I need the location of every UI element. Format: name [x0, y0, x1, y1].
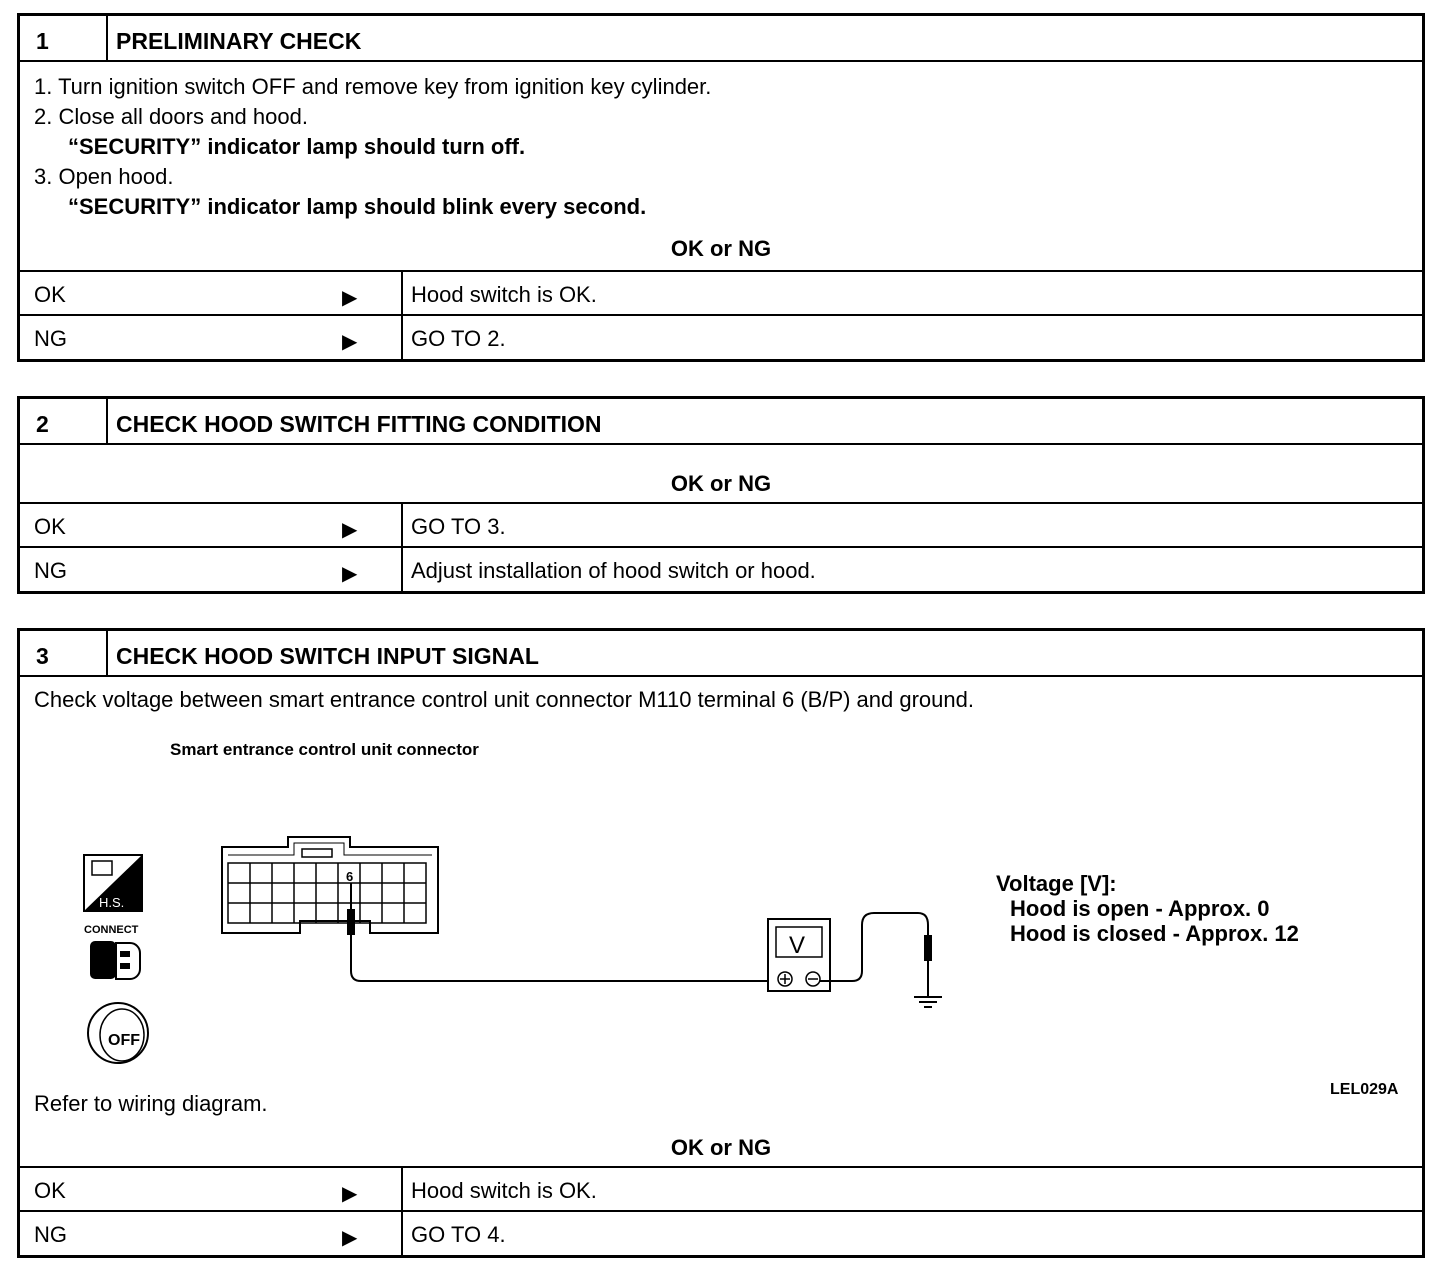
connector-diagram [20, 715, 1422, 1098]
arrow-right-icon: ▶ [342, 563, 358, 585]
step1-box [17, 13, 1425, 362]
arrow-right-icon: ▶ [342, 1227, 358, 1249]
step-number: 2 [20, 399, 108, 443]
step3-box [17, 628, 1425, 1258]
ok-label: OK [34, 282, 66, 307]
ng-label: NG [34, 1222, 67, 1247]
instruction-line: 3. Open hood. [34, 164, 174, 189]
terminal-number: 6 [346, 869, 354, 884]
step3-instructions [20, 677, 1422, 1168]
instruction-line: 1. Turn ignition switch OFF and remove key from ignition key cylinder. [34, 74, 712, 99]
ng-row [20, 316, 1422, 360]
step-title: CHECK HOOD SWITCH INPUT SIGNAL [116, 643, 539, 669]
voltage-closed: Hood is closed - Approx. 12 [1010, 921, 1299, 946]
ng-result: Adjust installation of hood switch or hood. [411, 558, 816, 583]
meter-label: V [789, 932, 806, 959]
step2-box [17, 396, 1425, 594]
off-label: OFF [108, 1032, 140, 1049]
ok-or-ng-label: OK or NG [670, 236, 772, 261]
ok-result: Hood switch is OK. [411, 1178, 597, 1203]
ok-result: GO TO 3. [411, 514, 506, 539]
refer-note: Refer to wiring diagram. [34, 1091, 268, 1116]
ground-icon [820, 913, 942, 1007]
ng-row [20, 1212, 1422, 1256]
ok-or-ng-label: OK or NG [670, 1135, 772, 1160]
step1-header [20, 16, 1422, 62]
step2-instructions [20, 445, 1422, 504]
connector-icon [90, 941, 140, 979]
step-title: CHECK HOOD SWITCH FITTING CONDITION [116, 411, 602, 437]
instruction-line: 2. Close all doors and hood. [34, 104, 308, 129]
arrow-right-icon: ▶ [342, 331, 358, 353]
arrow-right-icon: ▶ [342, 287, 358, 309]
voltage-title: Voltage [V]: [996, 871, 1117, 896]
ng-label: NG [34, 326, 67, 351]
figure-code: LEL029A [1330, 1081, 1399, 1098]
ok-row [20, 272, 1422, 316]
voltage-open: Hood is open - Approx. 0 [1010, 896, 1270, 921]
hs-label: H.S. [99, 895, 125, 910]
step1-instructions [20, 62, 1422, 272]
ok-row [20, 1168, 1422, 1212]
instruction-note: “SECURITY” indicator lamp should blink every second. [68, 194, 647, 219]
ignition-off-icon [88, 1003, 148, 1063]
step3-header [20, 631, 1422, 677]
step-title: PRELIMINARY CHECK [116, 28, 362, 54]
arrow-right-icon: ▶ [342, 519, 358, 541]
instruction-line: Check voltage between smart entrance control unit connector M110 terminal 6 (B/P) and ground. [34, 687, 974, 712]
step2-header [20, 399, 1422, 445]
ng-result: GO TO 2. [411, 326, 506, 351]
ok-result: Hood switch is OK. [411, 282, 597, 307]
ok-or-ng-label: OK or NG [670, 471, 772, 496]
step-number: 1 [20, 16, 108, 60]
ok-label: OK [34, 514, 66, 539]
connector-caption: Smart entrance control unit connector [170, 740, 479, 759]
connector-body [222, 837, 438, 933]
hood-switch-icon [84, 855, 142, 911]
connect-label: CONNECT [84, 924, 139, 936]
arrow-right-icon: ▶ [342, 1183, 358, 1205]
ng-label: NG [34, 558, 67, 583]
step-number: 3 [20, 631, 108, 675]
ok-row [20, 504, 1422, 548]
voltage-spec [996, 871, 1299, 946]
ng-result: GO TO 4. [411, 1222, 506, 1247]
instruction-note: “SECURITY” indicator lamp should turn off. [68, 134, 526, 159]
ng-row [20, 548, 1422, 592]
ok-label: OK [34, 1178, 66, 1203]
